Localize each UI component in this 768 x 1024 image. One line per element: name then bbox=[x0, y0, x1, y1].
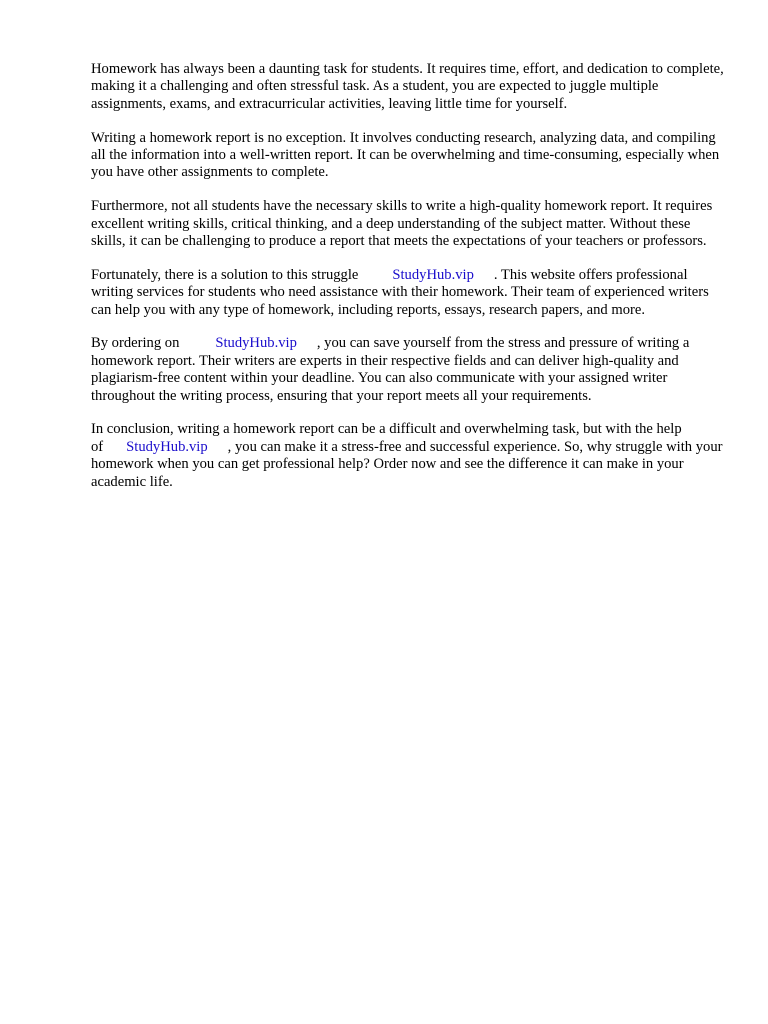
studyhub-link[interactable]: StudyHub.vip bbox=[392, 266, 474, 283]
paragraph-conclusion-text-before: In conclusion, writing a homework report can be a difficult and overwhelming task, but with the help of bbox=[91, 421, 682, 455]
paragraph-conclusion-text-after: , you can make it a stress-free and successful experience. So, why struggle with your homework when you can get professional help? Order now and see the difference it can make in your academic life. bbox=[91, 438, 723, 490]
paragraph-skills: Furthermore, not all students have the necessary skills to write a high-quality homework report. It requires excellent writing skills, critical thinking, and a deep understanding of the subject matter. Without these skills, it can be challenging to produce a report that meets the expectations of your teachers or professors. bbox=[91, 198, 713, 250]
paragraph-ordering bbox=[91, 335, 727, 405]
studyhub-link[interactable]: StudyHub.vip bbox=[215, 335, 297, 352]
paragraph-conclusion bbox=[91, 421, 727, 491]
paragraph-solution bbox=[91, 267, 727, 319]
paragraph-intro: Homework has always been a daunting task for students. It requires time, effort, and dedication to complete, making it a challenging and often stressful task. As a student, you are expected to juggle multiple assignments, exams, and extracurricular activities, leaving little time for yourself. bbox=[91, 61, 724, 112]
studyhub-link[interactable]: StudyHub.vip bbox=[126, 438, 208, 455]
paragraph-ordering-text-after: , you can save yourself from the stress and pressure of writing a homework report. Their writers are experts in their respective fields and can deliver high-quality and plagiarism-free content within your deadline. You can also communicate with your assigned writer throughout the writing process, ensuring that your report meets all your requirements. bbox=[91, 335, 690, 404]
paragraph-solution-text-after: . This website offers professional writing services for students who need assistance with their homework. Their team of experienced writers can help you with any type of homework, including reports, essays, research papers, and more. bbox=[91, 266, 709, 318]
document-body bbox=[91, 61, 727, 507]
paragraph-solution-text-before: Fortunately, there is a solution to this struggle bbox=[91, 266, 359, 283]
paragraph-report-writing: Writing a homework report is no exception. It involves conducting research, analyzing data, and compiling all the information into a well-written report. It can be overwhelming and time-consuming, especially when you have other assignments to complete. bbox=[91, 129, 720, 181]
paragraph-ordering-text-before: By ordering on bbox=[91, 335, 180, 352]
